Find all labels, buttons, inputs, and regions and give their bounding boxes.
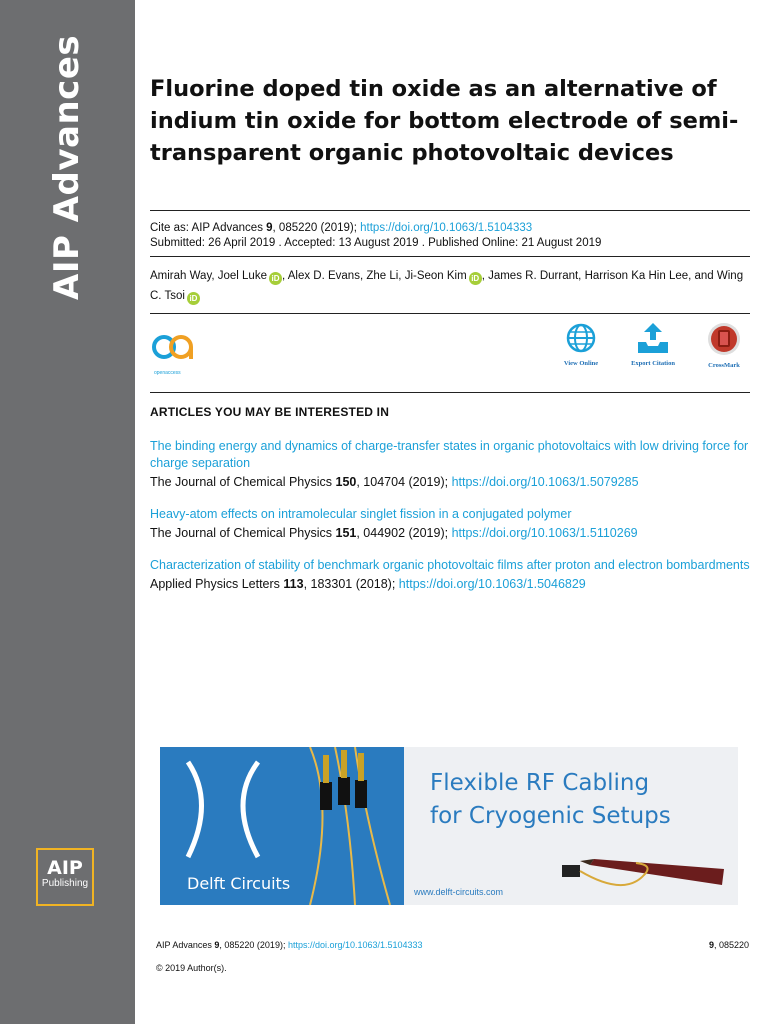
related-journal: Applied Physics Letters	[150, 577, 284, 591]
open-access-logo[interactable]	[150, 333, 198, 376]
advertisement-banner[interactable]	[160, 747, 738, 905]
footer-journal: AIP Advances	[156, 940, 215, 950]
pencil-cable-illustration	[404, 747, 738, 905]
authors-part-2: , Alex D. Evans, Zhe Li, Ji-Seon Kim	[281, 270, 467, 282]
related-rest: , 104704 (2019);	[356, 475, 452, 489]
divider	[150, 313, 750, 314]
view-online-label: View Online	[563, 360, 599, 367]
copyright: © 2019 Author(s).	[156, 963, 227, 973]
related-article-citation	[150, 576, 750, 593]
citation-line	[150, 220, 532, 236]
related-journal: The Journal of Chemical Physics	[150, 475, 336, 489]
divider	[150, 256, 750, 257]
crossmark-icon	[707, 322, 741, 356]
publishing-logo-text: Publishing	[41, 878, 89, 889]
journal-name: AIP Advances	[47, 34, 87, 300]
related-article-title-link[interactable]: The binding energy and dynamics of charge-transfer states in organic photovoltaics with low driving force for charge separation	[150, 439, 749, 470]
related-articles-heading: ARTICLES YOU MAY BE INTERESTED IN	[150, 405, 390, 419]
export-citation-button[interactable]	[618, 322, 688, 367]
aip-publishing-logo[interactable]	[36, 848, 94, 906]
page-article-number: , 085220	[713, 940, 749, 950]
open-access-label: openaccess	[154, 370, 181, 376]
divider	[150, 392, 750, 393]
related-journal: The Journal of Chemical Physics	[150, 526, 336, 540]
authors-part-3: , James R. Durrant, Harrison Ka Hin Lee, and Wing C. Tsoi	[150, 270, 744, 302]
footer-rest: , 085220 (2019);	[219, 940, 288, 950]
globe-icon	[565, 322, 597, 354]
export-citation-label: Export Citation	[631, 360, 675, 367]
related-article	[150, 438, 750, 491]
footer-citation	[156, 940, 423, 950]
ad-headline-line-2: for Cryogenic Setups	[430, 803, 671, 829]
page-volume: 9	[708, 940, 714, 950]
related-doi-link[interactable]: https://doi.org/10.1063/1.5079285	[451, 475, 639, 489]
ad-url[interactable]: www.delft-circuits.com	[414, 887, 504, 897]
footer-doi-link[interactable]: https://doi.org/10.1063/1.5104333	[287, 940, 423, 950]
related-article	[150, 506, 750, 542]
orcid-icon[interactable]: iD	[469, 272, 482, 285]
related-doi-link[interactable]: https://doi.org/10.1063/1.5110269	[451, 526, 638, 540]
author-list	[150, 266, 750, 306]
cite-prefix: Cite as: AIP Advances	[150, 222, 267, 234]
related-article	[150, 557, 750, 593]
article-doi-link[interactable]: https://doi.org/10.1063/1.5104333	[360, 222, 533, 234]
export-icon	[636, 322, 670, 354]
publication-dates: Submitted: 26 April 2019 . Accepted: 13 August 2019 . Published Online: 21 August 2019	[150, 237, 602, 249]
related-volume: 113	[283, 577, 304, 591]
related-article-title-link[interactable]: Heavy-atom effects on intramolecular singlet fission in a conjugated polymer	[150, 507, 572, 521]
open-access-icon	[150, 333, 198, 365]
crossmark-label: CrossMark	[708, 362, 740, 369]
related-volume: 151	[335, 526, 357, 540]
ad-image-panel	[160, 747, 404, 905]
orcid-icon[interactable]: iD	[269, 272, 282, 285]
related-volume: 150	[335, 475, 357, 489]
related-article-title-link[interactable]: Characterization of stability of benchmark organic photovoltaic films after proton and electron bombardments	[150, 558, 750, 572]
page-identifier	[709, 940, 749, 950]
orcid-icon[interactable]: iD	[187, 292, 200, 305]
authors-part-1: Amirah Way, Joel Luke	[150, 270, 267, 282]
related-rest: , 044902 (2019);	[356, 526, 452, 540]
ad-text-panel	[404, 747, 738, 905]
related-article-citation	[150, 525, 750, 542]
divider	[150, 210, 750, 211]
footer-volume: 9	[214, 940, 220, 950]
article-title: Fluorine doped tin oxide as an alternative of indium tin oxide for bottom electrode of semi-transparent organic photovoltaic devices	[150, 76, 739, 166]
ad-headline-line-1: Flexible RF Cabling	[430, 770, 650, 796]
view-online-button[interactable]	[546, 322, 616, 367]
crossmark-button[interactable]	[689, 322, 759, 369]
ad-brand-name: Delft Circuits	[187, 874, 291, 893]
related-rest: , 183301 (2018);	[303, 577, 399, 591]
related-doi-link[interactable]: https://doi.org/10.1063/1.5046829	[398, 577, 586, 591]
aip-logo-text: AIP	[47, 857, 83, 879]
related-article-citation	[150, 474, 750, 491]
journal-sidebar	[0, 0, 135, 1024]
cite-volume: 9	[266, 222, 273, 234]
cite-rest: , 085220 (2019);	[272, 222, 361, 234]
